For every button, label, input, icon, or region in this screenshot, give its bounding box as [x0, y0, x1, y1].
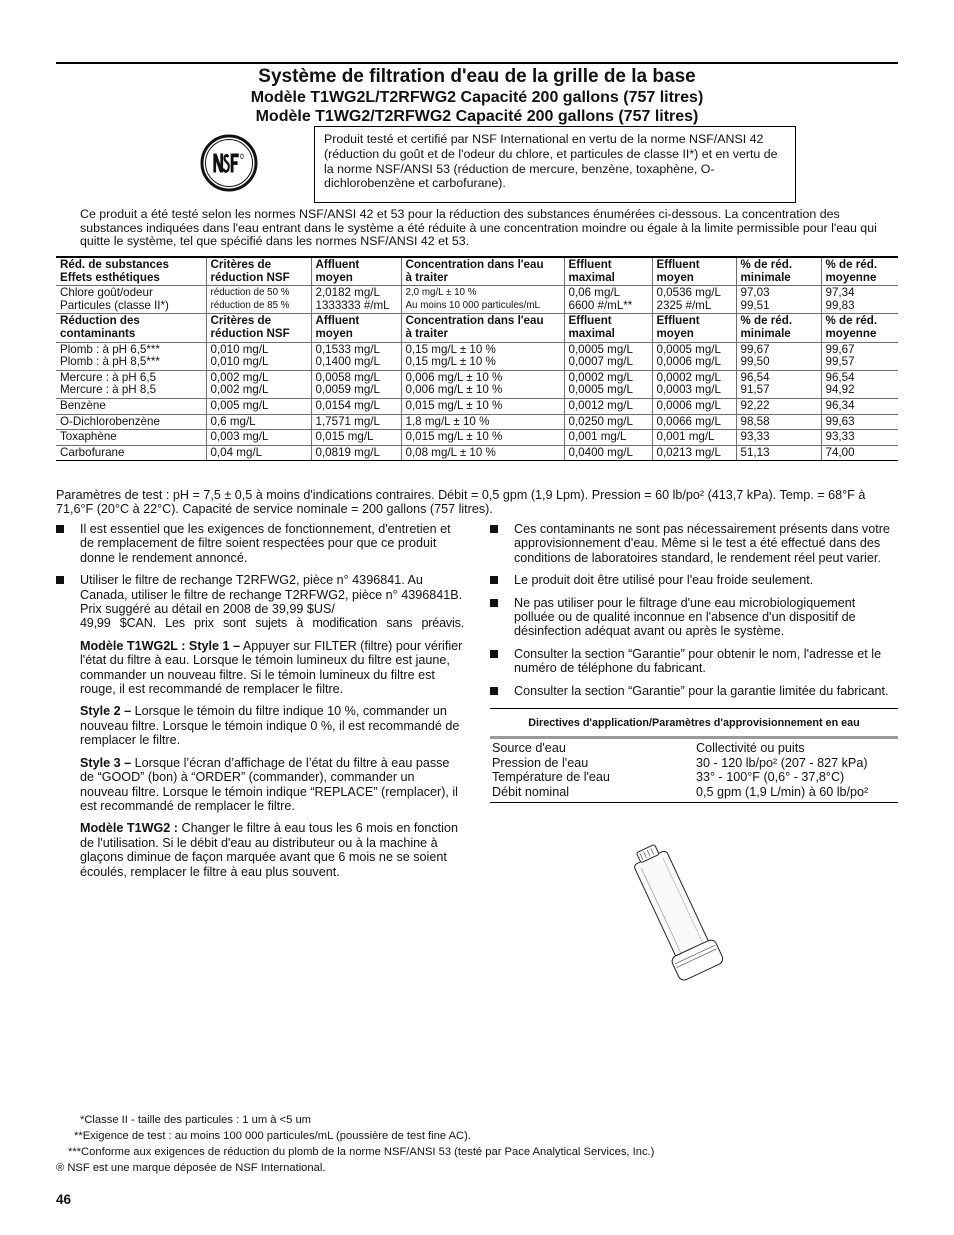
table-cell [652, 398, 736, 414]
footnote-2: **Exigence de test : au moins 100 000 particules/mL (poussière de test fine AC). [74, 1130, 471, 1142]
cell-line: 0,0154 mg/L [315, 398, 380, 412]
cell-line: Particules (classe II*) [60, 298, 169, 312]
cell-line: Réd. de substances [60, 258, 169, 271]
table-cell [311, 257, 401, 286]
table-cell [56, 414, 206, 430]
table-cell [401, 398, 564, 414]
table-row [56, 370, 898, 398]
cell-line: 0,010 mg/L [210, 342, 269, 356]
style1-paragraph: Modèle T1WG2L : Style 1 – Appuyer sur FILTER (filtre) pour vérifier l'état du filtre à eau. Lorsque le témoin lumineux du filtre est jaune, commander un nouveau filtre. Si le témoin lumineux du filtre est rouge, il est recommandé de remplacer le filtre. [80, 638, 463, 697]
page-number: 46 [56, 1192, 72, 1207]
cell-line: Réduction des [60, 314, 140, 328]
cell-line: 0,0005 mg/L [568, 383, 633, 397]
cell-line: Critères de [210, 258, 272, 271]
table-cell [821, 430, 898, 446]
table-cell [652, 342, 736, 370]
cell-line: 74,00 [825, 445, 855, 459]
cell-line: Chlore goût/odeur [60, 286, 153, 300]
cell-line: moyenne [825, 270, 877, 284]
table-cell [206, 370, 311, 398]
table-cell [821, 286, 898, 314]
cell-line: 0,0058 mg/L [315, 370, 380, 384]
cell-line: 0,1533 mg/L [315, 342, 380, 356]
cell-line: minimale [740, 270, 791, 284]
cell-line: 99,67 [825, 342, 855, 356]
cell-line: 0,006 mg/L ± 10 % [405, 370, 503, 384]
table-cell [736, 257, 821, 286]
table-cell [401, 370, 564, 398]
bullet-item: Utiliser le filtre de rechange T2RFWG2, pièce n° 4396841. Au Canada, utiliser le filtre de rechange T2RFWG2, pièce n° 4396841B. Prix suggéré au détail en 2008 de 39,99 $US/ 49,99 $CAN. Les prix sont sujets à modification sans préavis. [56, 573, 464, 631]
footnote-1: *Classe II - taille des particules : 1 um à <5 um [80, 1114, 311, 1126]
table-cell [564, 370, 652, 398]
cell-line: 0,0002 mg/L [568, 370, 633, 384]
cell-line: Affluent [315, 258, 360, 271]
table-cell [311, 314, 401, 342]
table-cell [311, 342, 401, 370]
table-cell [206, 414, 311, 430]
cell-line: Affluent [315, 314, 360, 328]
cell-line: Effluent [568, 314, 612, 328]
bullet-square-icon [490, 599, 498, 607]
cell-line: 1,8 mg/L ± 10 % [405, 414, 490, 428]
table-cell [736, 398, 821, 414]
cell-line: 0,08 mg/L ± 10 % [405, 445, 496, 459]
cell-line: réduction NSF [210, 326, 290, 340]
table-cell [736, 430, 821, 446]
cell-line: 0,0002 mg/L [656, 370, 721, 384]
cell-line: 0,015 mg/L ± 10 % [405, 430, 503, 444]
table-cell [206, 430, 311, 446]
cell-line: 0,0066 mg/L [656, 414, 721, 428]
cell-line: % de réd. [740, 314, 793, 328]
performance-table [56, 256, 898, 461]
table-cell [736, 342, 821, 370]
table-cell [311, 430, 401, 446]
cell-line: réduction de 50 % [210, 287, 290, 299]
cell-line: 0,0005 mg/L [568, 342, 633, 356]
cell-line: 0,0536 mg/L [656, 286, 721, 300]
cell-line: 0,002 mg/L [210, 370, 269, 384]
cell-line: maximal [568, 270, 615, 284]
table-cell [311, 445, 401, 461]
cell-line: 91,57 [740, 383, 770, 397]
table-cell [736, 414, 821, 430]
cell-line: 1,7571 mg/L [315, 414, 380, 428]
cell-line: Critères de [210, 314, 272, 328]
table-cell [652, 414, 736, 430]
cell-line: Effluent [656, 258, 700, 271]
cell-line: 0,0006 mg/L [656, 398, 721, 412]
supply-value: 33° - 100°F (0,6° - 37,8°C) [696, 770, 845, 785]
table-cell [564, 314, 652, 342]
supply-label: Débit nominal [492, 784, 570, 799]
cell-line: moyen [315, 326, 353, 340]
cell-line: 2,0182 mg/L [315, 286, 380, 300]
cell-line: 0,06 mg/L [568, 286, 621, 300]
table-cell [564, 430, 652, 446]
cell-line: à traiter [405, 270, 449, 284]
intro-text: Ce produit a été testé selon les normes NSF/ANSI 42 et 53 pour la réduction des substances énumérées ci-dessous. La concentration des substances indiquées dans l'eau entrant dans le système a été réduite à une concentration moindre ou égale à la limite permissible pour l'eau qui quitte le système, tel que spécifié dans les normes NSF/ANSI 42 et 53. [80, 207, 877, 249]
supply-title: Directives d'application/Paramètres d'approvisionnement en eau [490, 708, 898, 739]
cell-line: 97,34 [825, 286, 855, 300]
table-cell [401, 257, 564, 286]
cell-line: 0,0250 mg/L [568, 414, 633, 428]
style2-paragraph: Style 2 – Lorsque le témoin du filtre indique 10 %, commander un nouveau filtre. Lorsque le témoin indique 0 %, il est recommandé de remplacer le filtre. [80, 704, 460, 748]
table-row [56, 286, 898, 314]
title-main: Système de filtration d'eau de la grille de la base [258, 66, 696, 87]
table-cell [206, 314, 311, 342]
table-cell [652, 445, 736, 461]
cell-line: moyen [656, 326, 694, 340]
cell-line: % de réd. [825, 258, 878, 271]
cell-line: % de réd. [825, 314, 878, 328]
cell-line: 97,03 [740, 286, 770, 300]
table-cell [401, 430, 564, 446]
bullet-item: Il est essentiel que les exigences de fonctionnement, d'entretien et de remplacement de filtre soient respectées pour que ce produit donne le rendement annoncé. [56, 522, 464, 565]
cell-line: 0,0003 mg/L [656, 383, 721, 397]
supply-label: Source d'eau [492, 741, 566, 756]
bullet-item: Consulter la section “Garantie” pour la garantie limitée du fabricant. [490, 684, 898, 698]
cell-line: 92,22 [740, 398, 770, 412]
cell-line: Au moins 10 000 particules/mL [405, 299, 541, 311]
table-header-row [56, 314, 898, 342]
table-cell [564, 414, 652, 430]
supply-value: 30 - 120 lb/po² (207 - 827 kPa) [696, 755, 868, 770]
cell-line: Concentration dans l'eau [405, 314, 544, 328]
cell-line: 93,33 [740, 430, 770, 444]
bullet-item: Consulter la section “Garantie” pour obtenir le nom, l'adresse et le numéro de téléphone du fabricant. [490, 647, 898, 676]
cell-line: 0,001 mg/L [656, 430, 715, 444]
title-model-1: Modèle T1WG2L/T2RFWG2 Capacité 200 gallons (757 litres) [250, 89, 704, 106]
bullet-square-icon [490, 650, 498, 658]
cell-line: 0,003 mg/L [210, 430, 269, 444]
table-cell [311, 398, 401, 414]
table-cell [821, 342, 898, 370]
table-cell [821, 257, 898, 286]
table-cell [821, 414, 898, 430]
cell-line: 99,57 [825, 355, 855, 369]
table-cell [564, 257, 652, 286]
cell-line: O-Dichlorobenzène [60, 414, 160, 428]
cell-line: minimale [740, 326, 791, 340]
table-cell [564, 286, 652, 314]
cell-line: Effets esthétiques [60, 270, 160, 284]
cell-line: 99,67 [740, 342, 770, 356]
cell-line: 0,15 mg/L ± 10 % [405, 355, 496, 369]
table-cell [736, 445, 821, 461]
cell-line: 0,0819 mg/L [315, 445, 380, 459]
cell-line: 0,0400 mg/L [568, 445, 633, 459]
certification-box: Produit testé et certifié par NSF International en vertu de la norme NSF/ANSI 42 (réduction du goût et de l'odeur du chlore, et particules de classe II*) et en vertu de la norme NSF/ANSI 53 (réduction de mercure, benzène, toxaphène, O-dichlorobenzène et carbofurane). [314, 126, 796, 203]
table-cell [652, 314, 736, 342]
cell-line: Plomb : à pH 6,5*** [60, 342, 160, 356]
cell-line: 99,83 [825, 298, 855, 312]
table-cell [56, 257, 206, 286]
cell-line: Effluent [568, 258, 612, 271]
table-cell [206, 342, 311, 370]
cell-line: 96,34 [825, 398, 855, 412]
supply-body [490, 739, 898, 803]
bullet-item: Le produit doit être utilisé pour l'eau froide seulement. [490, 573, 898, 587]
bullet-item: Ces contaminants ne sont pas nécessairement présents dans votre approvisionnement d'eau. Même si le test a été effectué dans des conditions de laboratoires standard, le rendement réel peut varier. [490, 522, 898, 565]
title-model-2: Modèle T1WG2/T2RFWG2 Capacité 200 gallons (757 litres) [255, 108, 699, 125]
cell-line: maximal [568, 326, 615, 340]
test-parameters: Paramètres de test : pH = 7,5 ± 0,5 à moins d'indications contraires. Débit = 0,5 gpm (1,9 Lpm). Pression = 60 lb/po² (413,7 kPa). Temp. = 68°F à 71,6°F (20°C à 22°C). Capacité de service nominale = 200 gallons (757 litres). [56, 488, 866, 517]
bullet-square-icon [490, 576, 498, 584]
model-t1wg2-paragraph: Modèle T1WG2 : Changer le filtre à eau tous les 6 mois en fonction de l'utilisation. Si le débit d'eau au distributeur ou à la machine à glaçons diminue de façon marquée avant que 6 mois ne se soient écoulés, remplacer le filtre à eau plus souvent. [80, 821, 458, 879]
cell-line: % de réd. [740, 258, 793, 271]
supply-label: Température de l'eau [492, 770, 610, 785]
table-cell [56, 445, 206, 461]
table-cell [206, 445, 311, 461]
cell-line: 0,015 mg/L [315, 430, 374, 444]
table-header-row [56, 257, 898, 286]
cell-line: 0,04 mg/L [210, 445, 263, 459]
cell-line: 0,005 mg/L [210, 398, 269, 412]
table-cell [401, 342, 564, 370]
cell-line: 0,0059 mg/L [315, 383, 380, 397]
cell-line: Mercure : à pH 6,5 [60, 370, 157, 384]
style3-paragraph: Style 3 – Lorsque l’écran d’affichage de l’état du filtre à eau passe de “GOOD” (bon) à “ORDER” (commander), commander un nouveau filtre. Lorsque le témoin indique “REPLACE” (remplacer), il est recommandé de remplacer le filtre. [80, 755, 458, 813]
cell-line: 0,15 mg/L ± 10 % [405, 342, 496, 356]
bullet-square-icon [490, 525, 498, 533]
table-cell [736, 286, 821, 314]
cell-line: moyen [315, 270, 353, 284]
table-cell [652, 286, 736, 314]
cell-line: réduction NSF [210, 270, 290, 284]
table-cell [652, 370, 736, 398]
bullet-square-icon [56, 525, 64, 533]
cell-line: 98,58 [740, 414, 770, 428]
page-title [56, 66, 898, 126]
cell-line: moyenne [825, 326, 877, 340]
cell-line: 0,010 mg/L [210, 355, 269, 369]
top-rule [56, 62, 898, 64]
cell-line: Toxaphène [60, 430, 117, 444]
table-cell [564, 445, 652, 461]
cell-line: 0,0007 mg/L [568, 355, 633, 369]
cell-line: 99,63 [825, 414, 855, 428]
table-cell [401, 286, 564, 314]
cell-line: 94,92 [825, 383, 855, 397]
price-line: 49,99 $CAN. Les prix sont sujets à modification sans préavis. [80, 616, 464, 631]
table-cell [56, 430, 206, 446]
table-row [56, 342, 898, 370]
table-row [56, 445, 898, 461]
table-cell [56, 314, 206, 342]
table-cell [564, 398, 652, 414]
table-cell [401, 314, 564, 342]
cell-line: 2325 #/mL [656, 298, 712, 312]
cell-line: moyen [656, 270, 694, 284]
cell-line: à traiter [405, 326, 449, 340]
bullet-square-icon [490, 687, 498, 695]
cell-line: Effluent [656, 314, 700, 328]
table-cell [564, 342, 652, 370]
cell-line: 0,0213 mg/L [656, 445, 721, 459]
cell-line: Benzène [60, 398, 106, 412]
left-column [56, 522, 464, 887]
water-filter-icon [605, 838, 745, 986]
table-cell [821, 314, 898, 342]
cell-line: 96,54 [740, 370, 770, 384]
table-cell [736, 370, 821, 398]
table-row [56, 398, 898, 414]
cell-line: 1333333 #/mL [315, 298, 390, 312]
table-cell [401, 445, 564, 461]
cell-line: Plomb : à pH 8,5*** [60, 355, 160, 369]
table-cell [56, 342, 206, 370]
cell-line: 0,0005 mg/L [656, 342, 721, 356]
table-cell [56, 286, 206, 314]
supply-value: Collectivité ou puits [696, 741, 805, 756]
supply-value: 0,5 gpm (1,9 L/min) à 60 lb/po² [696, 784, 869, 799]
table-row [56, 430, 898, 446]
footnote-trademark: ® NSF est une marque déposée de NSF International. [56, 1162, 326, 1174]
table-cell [311, 286, 401, 314]
cell-line: 0,1400 mg/L [315, 355, 380, 369]
cell-line: 93,33 [825, 430, 855, 444]
cell-line: Mercure : à pH 8,5 [60, 383, 157, 397]
right-column [490, 522, 898, 803]
cell-line: 96,54 [825, 370, 855, 384]
table-cell [652, 257, 736, 286]
supply-label: Pression de l'eau [492, 755, 589, 770]
cell-line: Concentration dans l'eau [405, 258, 544, 271]
bullet-square-icon [56, 576, 64, 584]
table-cell [311, 370, 401, 398]
table-cell [206, 257, 311, 286]
cell-line: 6600 #/mL** [568, 298, 633, 312]
footnote-3: ***Conforme aux exigences de réduction du plomb de la norme NSF/ANSI 53 (testé par Pace Analytical Services, Inc.) [68, 1146, 655, 1158]
cell-line: 99,50 [740, 355, 770, 369]
table-cell [821, 445, 898, 461]
table-cell [401, 414, 564, 430]
bullet-item: Ne pas utiliser pour le filtrage d'une eau microbiologiquement polluée ou de qualité inconnue en l'absence d'un dispositif de désinfection adéquat avant ou après le système. [490, 596, 898, 639]
cell-line: contaminants [60, 326, 136, 340]
cell-line: 0,0012 mg/L [568, 398, 633, 412]
cell-line: 0,006 mg/L ± 10 % [405, 383, 503, 397]
cell-line: 99,51 [740, 298, 770, 312]
cell-line: 51,13 [740, 445, 770, 459]
nsf-logo-icon [200, 134, 258, 192]
cell-line: 2,0 mg/L ± 10 % [405, 287, 477, 299]
table-cell [56, 370, 206, 398]
table-cell [311, 414, 401, 430]
table-cell [206, 398, 311, 414]
cell-line: 0,015 mg/L ± 10 % [405, 398, 503, 412]
cell-line: 0,0006 mg/L [656, 355, 721, 369]
footnotes [56, 1112, 898, 1176]
table-cell [736, 314, 821, 342]
table-cell [652, 430, 736, 446]
table-cell [56, 398, 206, 414]
cell-line: 0,6 mg/L [210, 414, 256, 428]
cell-line: 0,001 mg/L [568, 430, 627, 444]
supply-parameters-table [490, 708, 898, 803]
cell-line: 0,002 mg/L [210, 383, 269, 397]
cell-line: Carbofurane [60, 445, 125, 459]
table-cell [821, 398, 898, 414]
table-cell [821, 370, 898, 398]
cell-line: réduction de 85 % [210, 299, 290, 311]
table-row [56, 414, 898, 430]
table-cell [206, 286, 311, 314]
